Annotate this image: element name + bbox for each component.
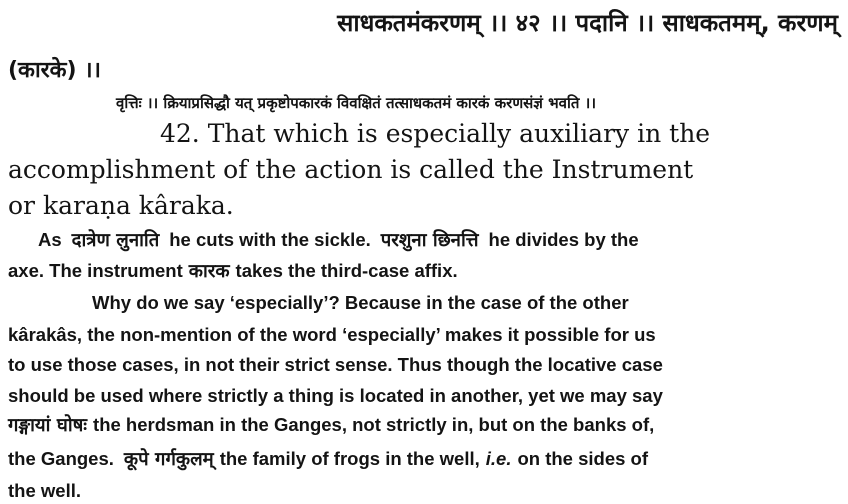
- commentary-line-5: to use those cases, in not their strict sense. Thus though the locative case: [8, 354, 663, 375]
- text-segment: he divides by the: [488, 229, 639, 250]
- sanskrit-example: दात्रेण लुनाति: [71, 230, 160, 251]
- commentary-line-7: [8, 412, 838, 439]
- commentary-line-4: kârakâs, the non-mention of the word ‘especially’ makes it possible for us: [8, 324, 656, 345]
- sanskrit-example: कूपे गर्गकुलम्: [123, 449, 214, 470]
- sanskrit-example: गङ्गायां घोषः: [8, 415, 88, 436]
- commentary-line-3: Why do we say ‘especially’? Because in the case of the other: [92, 292, 629, 313]
- commentary-line-9: the well.: [8, 480, 81, 501]
- text-segment: the family of frogs in the well,: [219, 448, 480, 469]
- abbreviation-ie: i.e.: [485, 448, 512, 469]
- text-segment: on the sides of: [517, 448, 649, 469]
- text-segment: the herdsman in the Ganges, not strictly in, but on the banks of,: [93, 414, 655, 435]
- text-segment: As: [38, 229, 62, 250]
- translation-line-3: or karaṇa kâraka.: [8, 191, 234, 220]
- sutra-heading: साधकतमंकरणम् ।। ४२ ।। पदानि ।। साधकतमम्, करणम्: [337, 9, 838, 37]
- text-segment: the Ganges.: [8, 448, 114, 469]
- sanskrit-example: परशुना छिनत्ति: [380, 230, 479, 251]
- translation-line-2: accomplishment of the action is called the Instrument: [8, 155, 694, 184]
- commentary-line-8: [8, 446, 838, 473]
- sutra-heading-continued: (कारके) ।।: [8, 58, 101, 83]
- vritti-gloss: वृत्तिः ।। क्रियाप्रसिद्धौ यत् प्रकृष्टोपकारकं विवक्षितं तत्साधकतमं कारकं करणसंज्ञं भवति ।।: [116, 94, 597, 112]
- commentary-line-1: [38, 227, 838, 254]
- commentary-line-6: should be used where strictly a thing is located in another, yet we may say: [8, 385, 663, 406]
- text-segment: he cuts with the sickle.: [169, 229, 371, 250]
- translation-line-1: 42. That which is especially auxiliary in the: [160, 119, 711, 148]
- commentary-line-2: [8, 258, 838, 285]
- sanskrit-term: कारक: [188, 261, 230, 282]
- text-segment: axe. The instrument: [8, 260, 183, 281]
- text-segment: takes the third-case affix.: [235, 260, 458, 281]
